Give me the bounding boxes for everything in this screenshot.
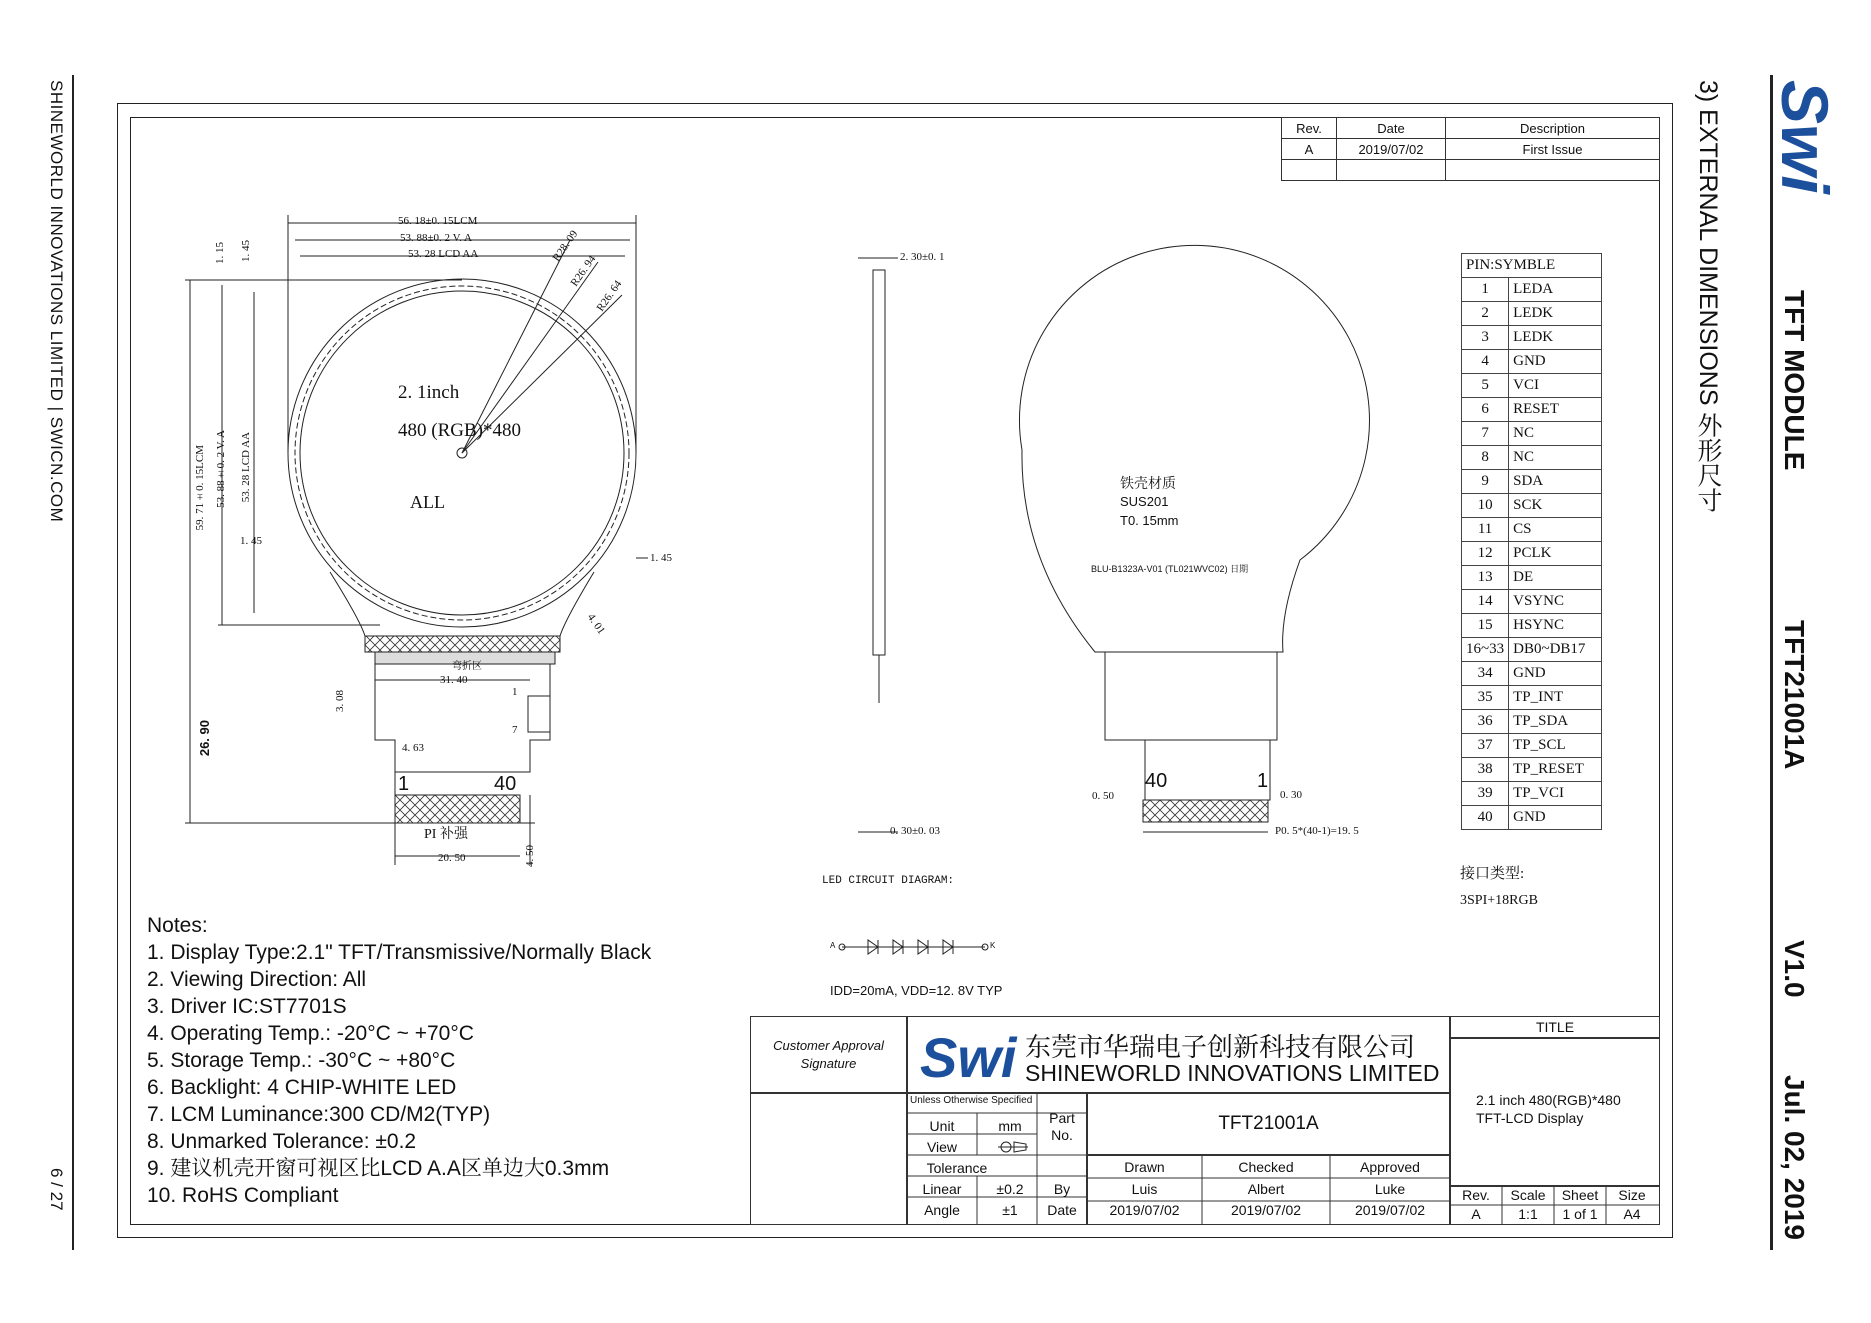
pin-1-label: 1 <box>512 686 518 698</box>
pin-symbol: LEDK <box>1509 326 1602 350</box>
unless-specified: Unless Otherwise Specified <box>910 1095 1033 1106</box>
pin-number: 3 <box>1462 326 1509 350</box>
bend-zone-label: 弯折区 <box>452 661 482 672</box>
company-logo: Swi <box>920 1026 1017 1089</box>
scale-label: Scale <box>1510 1187 1546 1203</box>
radius-r1: R28. 09 <box>550 228 581 264</box>
pin-table-header: PIN:SYMBLE <box>1462 254 1602 278</box>
customer-approval-cell <box>750 1016 907 1093</box>
pin-row <box>1462 710 1602 734</box>
linear-value: ±0.2 <box>996 1181 1024 1197</box>
back-code: BLU-B1323A-V01 (TL021WVC02) 日期 <box>1091 564 1249 574</box>
pin-symbol: TP_RESET <box>1509 758 1602 782</box>
dim-height-va: 53. 88±0. 2 V. A <box>215 430 227 508</box>
dim-2690: 26. 90 <box>197 720 212 757</box>
date-label-row: Date <box>1047 1202 1077 1218</box>
pin-symbol: LEDA <box>1509 278 1602 302</box>
pin-number: 40 <box>1462 806 1509 830</box>
checked-by: Albert <box>1247 1181 1285 1197</box>
title-line-2: TFT-LCD Display <box>1476 1110 1584 1126</box>
interface-value: 3SPI+18RGB <box>1460 893 1538 908</box>
pin-number: 37 <box>1462 734 1509 758</box>
dim-3140: 31. 40 <box>440 674 468 686</box>
radius-r2: R26. 94 <box>568 253 599 289</box>
customer-approval: Customer Approval <box>773 1038 884 1053</box>
pi-stiffener-label: PI 补强 <box>424 827 468 842</box>
back-pitch: P0. 5*(40-1)=19. 5 <box>1275 825 1359 837</box>
pin-row <box>1462 614 1602 638</box>
pin-number: 5 <box>1462 374 1509 398</box>
pin-number: 8 <box>1462 446 1509 470</box>
fpc-pin-40: 40 <box>494 773 517 795</box>
pin-row <box>1462 518 1602 542</box>
angle-value: ±1 <box>1002 1202 1018 1218</box>
pin-row <box>1462 422 1602 446</box>
pin-row <box>1462 350 1602 374</box>
pin-symbol: SDA <box>1509 470 1602 494</box>
back-dim-050: 0. 50 <box>1092 790 1114 802</box>
note-item: 10. RoHS Compliant <box>147 1184 339 1207</box>
date-cell: 2019/07/02 <box>1337 139 1446 160</box>
version-label: V1.0 <box>1779 940 1810 998</box>
resolution-label: 480 (RGB)*480 <box>398 420 521 441</box>
pin-number: 4 <box>1462 350 1509 374</box>
pin-symbol: NC <box>1509 446 1602 470</box>
approved-by: Luke <box>1374 1181 1406 1197</box>
pin-symbol: VCI <box>1509 374 1602 398</box>
note-item: 3. Driver IC:ST7701S <box>147 995 347 1018</box>
checked-date: 2019/07/02 <box>1230 1202 1302 1218</box>
led-spec: IDD=20mA, VDD=12. 8V TYP <box>830 983 1003 998</box>
pin-table <box>1461 253 1602 830</box>
title-line-1: 2.1 inch 480(RGB)*480 <box>1476 1092 1621 1108</box>
viewing-label: ALL <box>410 492 445 512</box>
notes-block <box>147 912 651 1209</box>
side-thickness: 2. 30±0. 1 <box>900 251 945 263</box>
back-view-outline <box>1019 245 1369 652</box>
angle-label: Angle <box>924 1202 960 1218</box>
pin-symbol: SCK <box>1509 494 1602 518</box>
note-item: 6. Backlight: 4 CHIP-WHITE LED <box>147 1076 457 1099</box>
note-item: 2. Viewing Direction: All <box>147 968 367 991</box>
pin-number: 1 <box>1462 278 1509 302</box>
pin-number: 36 <box>1462 710 1509 734</box>
dim-450: 4. 50 <box>524 845 536 867</box>
pin-row <box>1462 566 1602 590</box>
dim-lcm-width: 56. 18±0. 15LCM <box>398 215 478 227</box>
pin-symbol: CS <box>1509 518 1602 542</box>
part-label: Part <box>1049 1110 1075 1126</box>
dim-aa-width: 53. 28 LCD AA <box>408 248 479 260</box>
by-label: By <box>1053 1181 1071 1197</box>
scale-value: 1:1 <box>1518 1206 1538 1222</box>
logo-text: Swi <box>1768 80 1842 194</box>
description-header: Description <box>1446 118 1660 139</box>
pin-symbol: LEDK <box>1509 302 1602 326</box>
led-cathode-label: K <box>990 941 996 950</box>
model-label: TFT21001A <box>1779 620 1810 770</box>
pin-row <box>1462 446 1602 470</box>
back-fpc-pins <box>1143 800 1268 822</box>
pin-symbol: PCLK <box>1509 542 1602 566</box>
pin-row <box>1462 278 1602 302</box>
pin-symbol: VSYNC <box>1509 590 1602 614</box>
front-panel-tab <box>330 572 594 636</box>
dim-top-145: 1. 45 <box>240 240 252 262</box>
rev-label: Rev. <box>1462 1187 1490 1203</box>
led-circuit-title: LED CIRCUIT DIAGRAM: <box>822 875 955 887</box>
radius-r3: R26. 64 <box>594 278 625 314</box>
dim-height-aa: 53. 28 LCD AA <box>240 432 252 503</box>
pin-symbol: RESET <box>1509 398 1602 422</box>
note-item: 4. Operating Temp.: -20°C ~ +70°C <box>147 1022 474 1045</box>
fpc-pin-1: 1 <box>398 773 410 795</box>
pin-symbol: GND <box>1509 350 1602 374</box>
back-material-cn: 铁壳材质 <box>1120 475 1176 491</box>
pin-row <box>1462 302 1602 326</box>
pin-row <box>1462 398 1602 422</box>
pin-number: 35 <box>1462 686 1509 710</box>
view-label: View <box>926 1139 958 1155</box>
unit-label: Unit <box>929 1118 955 1134</box>
pin-number: 13 <box>1462 566 1509 590</box>
pin-number: 16~33 <box>1462 638 1509 662</box>
drawn-label: Drawn <box>1124 1159 1165 1175</box>
company-name-cn: 东莞市华瑞电子创新科技有限公司 <box>1025 1032 1416 1062</box>
dim-va-width: 53. 88±0. 2 V. A <box>400 232 472 244</box>
sheet-value: 1 of 1 <box>1562 1206 1598 1222</box>
pin-row <box>1462 758 1602 782</box>
pin-number: 6 <box>1462 398 1509 422</box>
linear-label: Linear <box>922 1181 962 1197</box>
checked-label: Checked <box>1238 1159 1294 1175</box>
pin-number: 15 <box>1462 614 1509 638</box>
dim-left-145: 1. 45 <box>240 535 262 547</box>
pin-row <box>1462 638 1602 662</box>
rev-header: Rev. <box>1282 118 1337 139</box>
drawn-by: Luis <box>1131 1181 1158 1197</box>
side-view-panel <box>873 270 885 655</box>
back-fpc-body <box>1105 652 1277 740</box>
pin-symbol: TP_VCI <box>1509 782 1602 806</box>
sheet-label: Sheet <box>1561 1187 1599 1203</box>
pin-symbol: TP_SDA <box>1509 710 1602 734</box>
no-label: No. <box>1051 1127 1073 1143</box>
pin-number: 11 <box>1462 518 1509 542</box>
back-material: SUS201 <box>1120 494 1169 509</box>
size-label: 2. 1inch <box>398 382 460 403</box>
back-dim-030: 0. 30 <box>1280 789 1302 801</box>
front-pi-stiffener <box>395 795 520 823</box>
module-label: TFT MODULE <box>1779 290 1810 471</box>
size-value: A4 <box>1623 1206 1641 1222</box>
dim-top-115: 1. 15 <box>214 242 226 264</box>
back-pin-1: 1 <box>1257 770 1269 792</box>
section-heading: 3) EXTERNAL DIMENSIONS 外形尺寸 <box>1694 80 1722 513</box>
pin-number: 2 <box>1462 302 1509 326</box>
pin-symbol: GND <box>1509 806 1602 830</box>
date-header: Date <box>1337 118 1446 139</box>
signature-label: Signature <box>800 1056 857 1071</box>
front-bend-band <box>365 636 560 652</box>
pin-number: 7 <box>1462 422 1509 446</box>
pin-row <box>1462 662 1602 686</box>
pin-row <box>1462 326 1602 350</box>
led-anode-label: A <box>830 941 836 950</box>
spec-left-cell <box>750 1093 907 1225</box>
dim-463: 4. 63 <box>402 742 424 754</box>
rev-cell: A <box>1282 139 1337 160</box>
note-item: 8. Unmarked Tolerance: ±0.2 <box>147 1130 417 1153</box>
pin-row <box>1462 470 1602 494</box>
note-item: 5. Storage Temp.: -30°C ~ +80°C <box>147 1049 456 1072</box>
pin-number: 10 <box>1462 494 1509 518</box>
pin-row <box>1462 494 1602 518</box>
dim-308: 3. 08 <box>334 690 346 712</box>
pin-row <box>1462 782 1602 806</box>
left-company-text: SHINEWORLD INNOVATIONS LIMITED | SWICN.COM <box>47 80 66 523</box>
pin-number: 9 <box>1462 470 1509 494</box>
tolerance-label: Tolerance <box>926 1160 988 1176</box>
approved-label: Approved <box>1360 1159 1420 1175</box>
pin-number: 38 <box>1462 758 1509 782</box>
pin-row <box>1462 686 1602 710</box>
company-name-en: SHINEWORLD INNOVATIONS LIMITED <box>1025 1060 1440 1086</box>
dim-right-145: 1. 45 <box>650 552 672 564</box>
pin-row <box>1462 542 1602 566</box>
dim-401: 4. 01 <box>584 611 608 637</box>
pin-number: 34 <box>1462 662 1509 686</box>
drawn-date: 2019/07/02 <box>1109 1202 1180 1218</box>
pin-symbol: NC <box>1509 422 1602 446</box>
date-label: Jul. 02, 2019 <box>1779 1075 1810 1241</box>
approved-date: 2019/07/02 <box>1354 1202 1426 1218</box>
pin-row <box>1462 734 1602 758</box>
note-item: 1. Display Type:2.1" TFT/Transmissive/Normally Black <box>147 941 652 964</box>
rev-value: A <box>1471 1206 1481 1222</box>
pin-symbol: GND <box>1509 662 1602 686</box>
back-thickness: T0. 15mm <box>1120 513 1179 528</box>
pin-symbol: DB0~DB17 <box>1509 638 1602 662</box>
notes-title: Notes: <box>147 914 208 937</box>
part-number: TFT21001A <box>1218 1113 1319 1134</box>
note-item: 7. LCM Luminance:300 CD/M2(TYP) <box>147 1103 491 1126</box>
pin-row <box>1462 374 1602 398</box>
title-label: TITLE <box>1535 1019 1575 1035</box>
dim-height-lcm: 59. 71±0. 15LCM <box>194 445 206 531</box>
description-cell: First Issue <box>1446 139 1660 160</box>
unit-value: mm <box>998 1118 1022 1134</box>
pin-symbol: TP_INT <box>1509 686 1602 710</box>
pin-number: 14 <box>1462 590 1509 614</box>
dim-2050: 20. 50 <box>438 852 466 864</box>
side-fpc-thickness: 0. 30±0. 03 <box>890 825 941 837</box>
pin-symbol: TP_SCL <box>1509 734 1602 758</box>
pin-row <box>1462 806 1602 830</box>
pin-7-label: 7 <box>512 724 518 736</box>
interface-label: 接口类型: <box>1460 866 1525 882</box>
pin-symbol: HSYNC <box>1509 614 1602 638</box>
pin-symbol: DE <box>1509 566 1602 590</box>
note-item: 9. 建议机壳开窗可视区比LCD A.A区单边大0.3mm <box>147 1157 610 1180</box>
pin-number: 12 <box>1462 542 1509 566</box>
size-label: Size <box>1618 1187 1646 1203</box>
pin-row <box>1462 590 1602 614</box>
pin-number: 39 <box>1462 782 1509 806</box>
page-number: 6 / 27 <box>47 1168 66 1211</box>
back-pin-40: 40 <box>1145 770 1168 792</box>
front-fpc-connector <box>528 696 550 732</box>
